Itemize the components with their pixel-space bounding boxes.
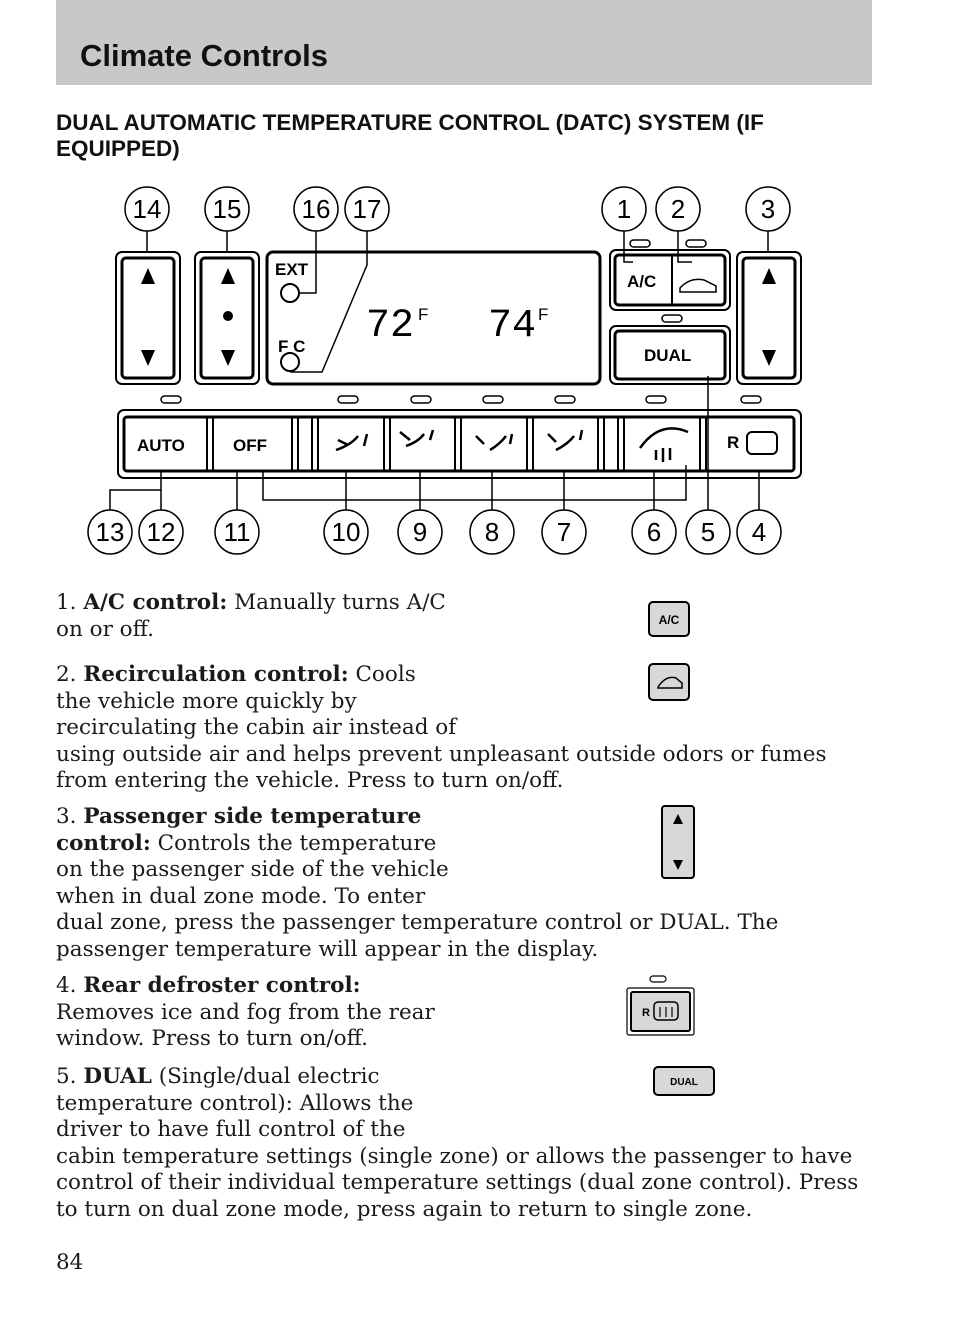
passenger-temp-unit: F	[538, 305, 549, 324]
svg-text:4: 4	[751, 517, 767, 547]
recirculation-icon	[648, 663, 690, 701]
svg-text:14: 14	[132, 194, 162, 224]
svg-text:13: 13	[95, 517, 125, 547]
mode-button-bar	[118, 410, 801, 478]
svg-text:15: 15	[212, 194, 242, 224]
driver-temp-unit: F	[418, 305, 429, 324]
svg-text:7: 7	[556, 517, 572, 547]
svg-text:5: 5	[700, 517, 716, 547]
ac-label: A/C	[627, 272, 657, 291]
svg-text:17: 17	[352, 194, 382, 224]
svg-text:9: 9	[412, 517, 428, 547]
svg-text:1: 1	[616, 194, 632, 224]
rear-label: R	[727, 433, 740, 452]
passenger-temp-readout: 74	[488, 304, 537, 349]
lcd-display	[267, 252, 600, 384]
svg-text:11: 11	[223, 517, 251, 547]
item-dual-control: 5. DUAL (Single/dual electric temperature control): Allows the driver to have full control of the cabin temperature settings (single zone) or allows the passenger to have control of their individual temperature settings (dual zone control). Press to turn on dual zone mode, press again to return to single zone.	[56, 1064, 859, 1222]
svg-text:3: 3	[760, 194, 776, 224]
item-rear-defroster-control: 4. Rear defroster control: Removes ice and fog from the rear window. Press to turn on/off.	[56, 973, 435, 1051]
section-title: DUAL AUTOMATIC TEMPERATURE CONTROL (DATC) SYSTEM (IF EQUIPPED)	[56, 110, 764, 161]
dual-label: DUAL	[644, 346, 692, 365]
svg-text:R: R	[642, 1007, 650, 1019]
svg-text:10: 10	[331, 517, 361, 547]
item-passenger-temp-control: 3. Passenger side temperature control: Controls the temperature on the passenger side of the vehicle when in dual zone mode. To enter dual zone, press the passenger temperature control or DUAL. The passenger temperature will appear in the display.	[56, 804, 779, 962]
temperature-rocker-icon	[661, 805, 695, 879]
svg-text:A/C: A/C	[658, 613, 680, 627]
svg-text:12: 12	[146, 517, 176, 547]
ac-button-icon	[648, 601, 690, 637]
item-recirculation-control: 2. Recirculation control: Cools the vehicle more quickly by recirculating the cabin air instead of using outside air and helps prevent unpleasant outside odors or fumes from entering the vehicle. Press to turn on/off.	[56, 662, 827, 793]
svg-text:DUAL: DUAL	[670, 1077, 698, 1088]
ext-label: EXT	[275, 260, 309, 279]
page-title: Climate Controls	[80, 38, 329, 73]
auto-label: AUTO	[137, 436, 185, 455]
rear-defrost-icon	[626, 974, 696, 1036]
svg-text:8: 8	[484, 517, 500, 547]
item-ac-control: 1. A/C control: Manually turns A/C on or off.	[56, 590, 446, 642]
dual-button-icon	[653, 1066, 715, 1096]
svg-text:6: 6	[646, 517, 662, 547]
page-number: 84	[56, 1250, 84, 1275]
fc-label: F C	[278, 337, 306, 356]
datc-panel-diagram	[0, 180, 954, 570]
ext-button	[281, 284, 299, 302]
off-label: OFF	[233, 436, 267, 455]
driver-temp-readout: 72	[366, 304, 415, 349]
svg-text:2: 2	[670, 194, 686, 224]
svg-text:16: 16	[301, 194, 331, 224]
